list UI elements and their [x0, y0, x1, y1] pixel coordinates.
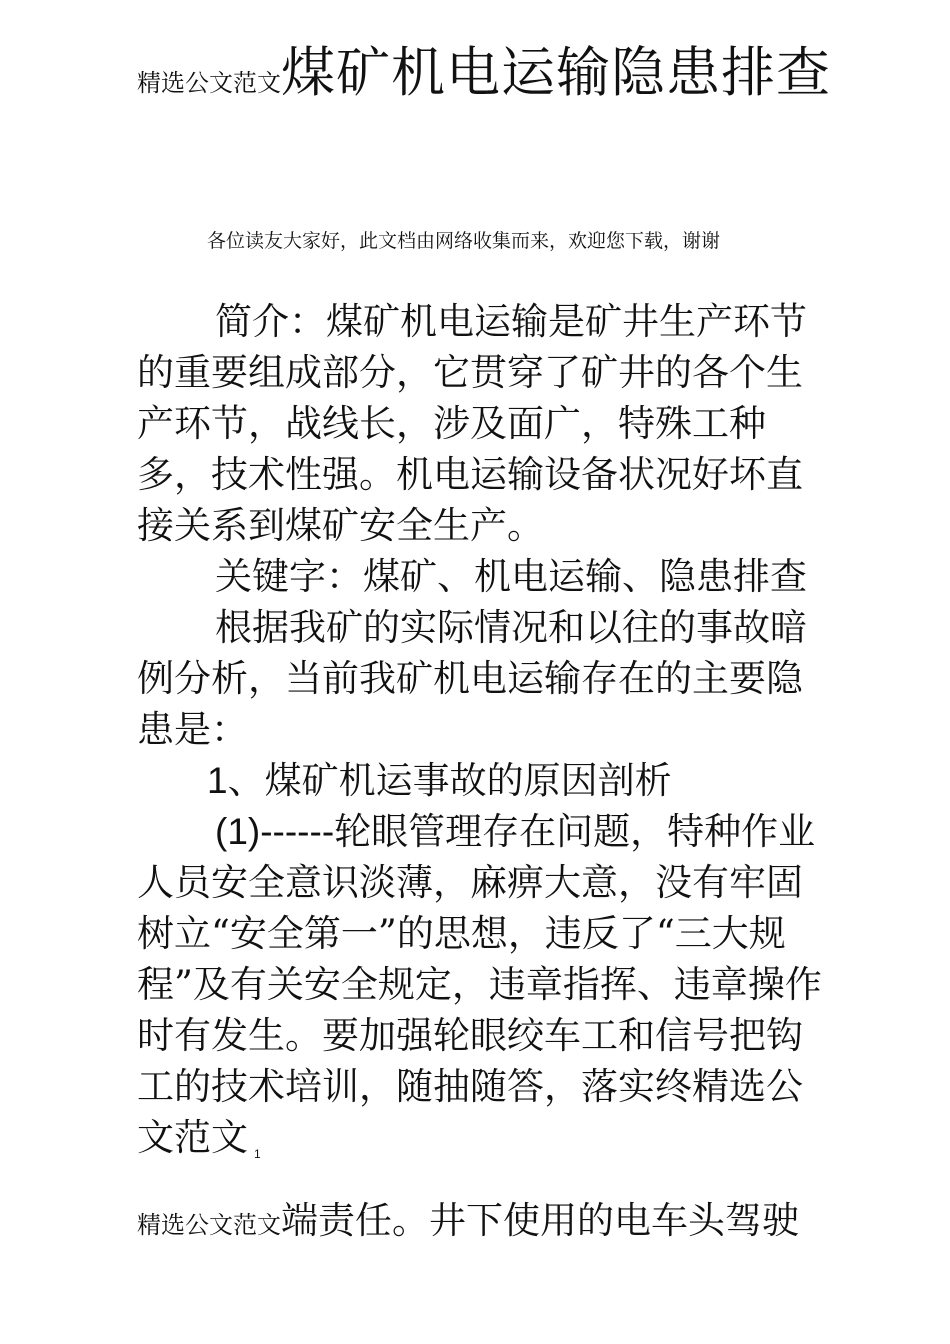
footer-header-label: 精选公文范文	[137, 1211, 281, 1239]
item-tail: 精选公文范文	[137, 1065, 803, 1159]
greeting-line: 各位读友大家好，此文档由网络收集而来，欢迎您下载，谢谢	[207, 230, 721, 252]
next-page-start	[137, 1196, 837, 1253]
section-title: 、煤矿机运事故的原因剖析	[227, 759, 672, 802]
body-text	[137, 296, 837, 1180]
item-text: 轮眼管理存在问题，特种作业人员安全意识淡薄，麻痹大意，没有牢固树立“安全第一”的思想，违反了“三大规程”及有关安全规定，违章指挥、违章操作时有发生。要加强轮眼绞车工和信号把钩工的技术培训，随抽随答，落实终	[137, 810, 822, 1108]
keywords-paragraph: 关键字：煤矿、机电运输、隐患排查	[215, 555, 807, 598]
section-heading	[137, 755, 837, 806]
intro-paragraph: 简介：煤矿机电运输是矿井生产环节的重要组成部分，它贯穿了矿井的各个生产环节，战线长，涉及面广，特殊工种多，技术性强。机电运输设备状况好坏直接关系到煤矿安全生产。	[137, 300, 807, 547]
item-paragraph	[137, 806, 837, 1180]
continuation-text: 端责任。井下使用的电车头驾驶	[281, 1199, 799, 1242]
basis-paragraph: 根据我矿的实际情况和以往的事故暗例分析，当前我矿机电运输存在的主要隐患是：	[137, 606, 807, 751]
header-label: 精选公文范文	[137, 69, 281, 97]
item-number: (1)------	[215, 811, 335, 852]
page-number: 1	[254, 1147, 261, 1161]
document-title: 煤矿机电运输隐患排查	[281, 41, 831, 104]
section-number: 1	[207, 760, 228, 801]
title-block	[137, 42, 837, 117]
